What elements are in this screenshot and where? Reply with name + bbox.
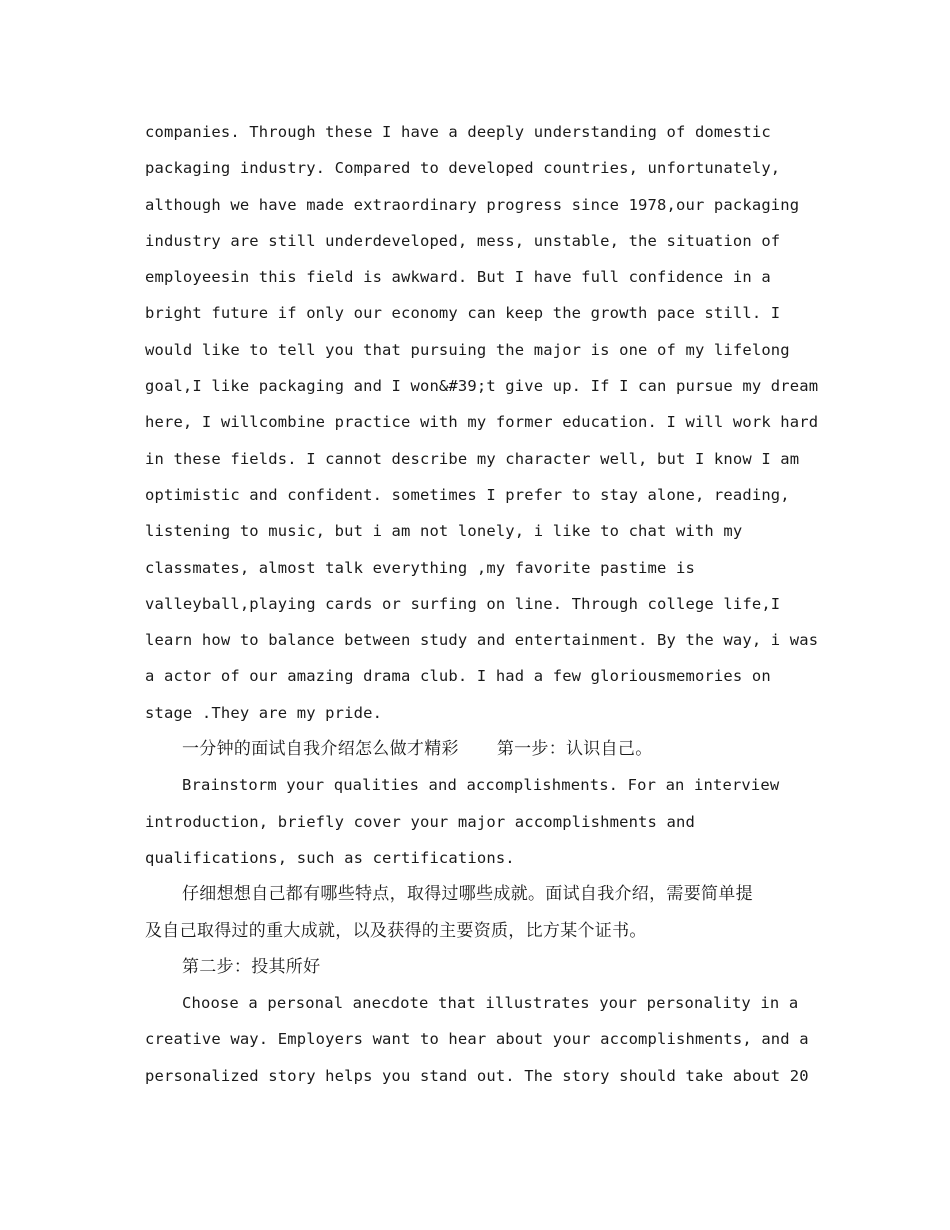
- text-line: stage .They are my pride.: [145, 703, 383, 722]
- text-line: packaging industry. Compared to developed countries, unfortunately,: [145, 159, 781, 178]
- text-line: 及自己取得过的重大成就，以及获得的主要资质，比方某个证书。: [145, 920, 647, 941]
- paragraph-anecdote: [145, 985, 815, 1094]
- paragraph-brainstorm-chinese: [145, 876, 815, 949]
- text-line: optimistic and confident. sometimes I prefer to stay alone, reading,: [145, 485, 790, 504]
- text-line: learn how to balance between study and entertainment. By the way, i was: [145, 631, 819, 650]
- text-line: would like to tell you that pursuing the major is one of my lifelong: [145, 340, 790, 359]
- text-line: 仔细想想自己都有哪些特点，取得过哪些成就。面试自我介绍，需要简单提: [182, 884, 753, 905]
- document-body: [145, 114, 819, 1094]
- text-line: valleyball,playing cards or surfing on line. Through college life,I: [145, 594, 781, 613]
- paragraph-brainstorm: [145, 767, 815, 876]
- section-heading: [145, 731, 815, 767]
- text-line: in these fields. I cannot describe my character well, but I know I am: [145, 449, 800, 468]
- section-heading-step-two: [145, 949, 815, 985]
- text-line: Brainstorm your qualities and accomplishments. For an interview: [182, 776, 780, 795]
- heading-step-one: 第一步：认识自己。: [496, 739, 653, 760]
- text-line: Choose a personal anecdote that illustrates your personality in a: [182, 994, 799, 1013]
- text-line: qualifications, such as certifications.: [145, 848, 515, 867]
- text-line: companies. Through these I have a deeply understanding of domestic: [145, 123, 771, 141]
- text-line: employeesin this field is awkward. But I have full confidence in a: [145, 268, 771, 287]
- paragraph-self-introduction: [145, 114, 819, 731]
- text-line: classmates, almost talk everything ,my favorite pastime is: [145, 558, 695, 577]
- text-line: creative way. Employers want to hear about your accomplishments, and a: [145, 1030, 809, 1049]
- text-line: bright future if only our economy can keep the growth pace still. I: [145, 304, 781, 323]
- text-line: here, I willcombine practice with my former education. I will work hard: [145, 413, 819, 432]
- text-line: although we have made extraordinary progress since 1978,our packaging: [145, 195, 800, 214]
- text-line: industry are still underdeveloped, mess, unstable, the situation of: [145, 231, 781, 250]
- text-line: goal,I like packaging and I won&#39;t give up. If I can pursue my dream: [145, 377, 819, 396]
- heading-step-two: 第二步：投其所好: [182, 956, 321, 977]
- text-line: introduction, briefly cover your major accomplishments and: [145, 812, 695, 831]
- text-line: personalized story helps you stand out. The story should take about 20: [145, 1066, 809, 1085]
- text-line: listening to music, but i am not lonely, i like to chat with my: [145, 522, 743, 541]
- text-line: a actor of our amazing drama club. I had a few gloriousmemories on: [145, 667, 771, 686]
- heading-title: 一分钟的面试自我介绍怎么做才精彩: [182, 739, 459, 760]
